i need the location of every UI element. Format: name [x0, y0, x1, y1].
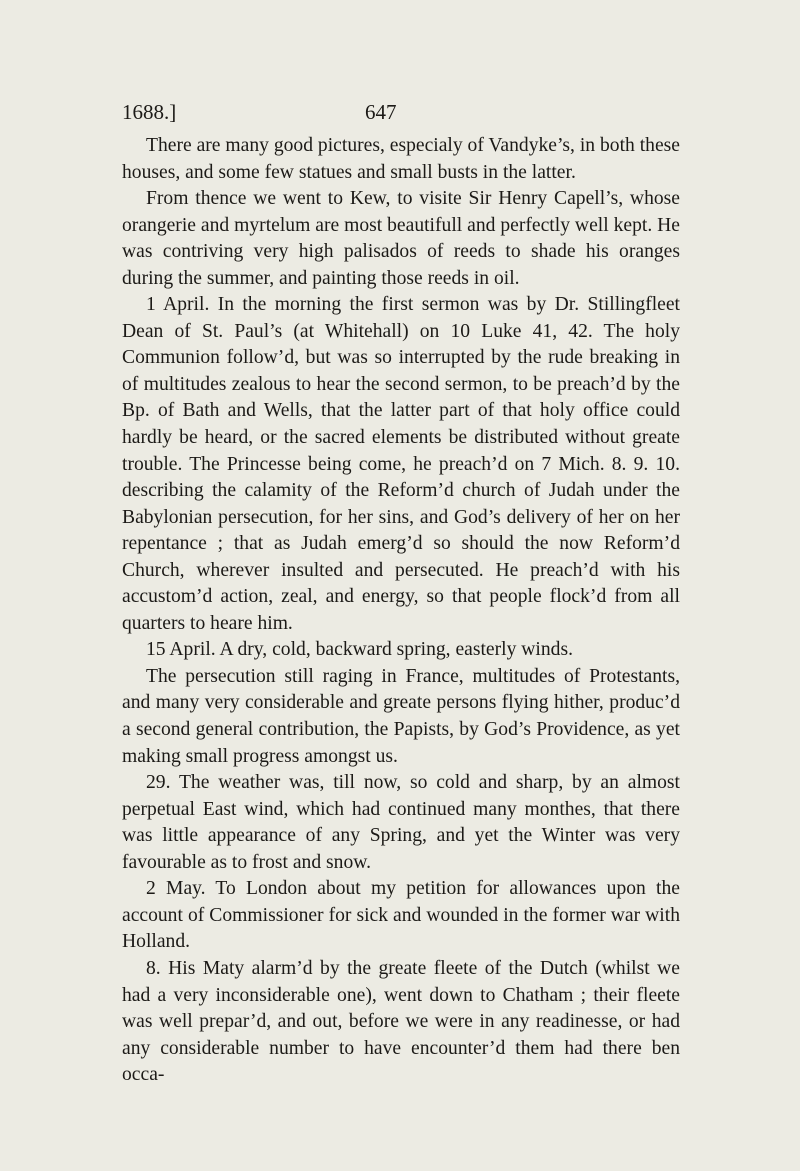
- body-text: [122, 133, 680, 1089]
- paragraph-kew: From thence we went to Kew, to visite Sir Henry Capell’s, whose orangerie and myrtelum are most beautifull and perfectly well kept. He was contriving very high palisados of reeds to shade his oranges during the summer, and painting those reeds in oil.: [122, 188, 680, 289]
- paragraph-15-april: 15 April. A dry, cold, backward spring, easterly winds.: [146, 639, 573, 661]
- page-number: 647: [365, 100, 397, 124]
- paragraph-persecution: The persecution still raging in France, multitudes of Protestants, and many very considerable and greate persons flying hither, produc’d a second general contribution, the Papists, by God’s Providence, as yet making small progress amongst us.: [122, 665, 680, 767]
- paragraph-2-may: 2 May. To London about my petition for allowances upon the account of Commissioner for sick and wounded in the former war with Holland.: [122, 878, 680, 953]
- paragraph-8: 8. His Maty alarm’d by the greate fleete of the Dutch (whilst we had a very inconsiderable one), went down to Chatham ; their fleete was well prepar’d, and out, before we were in any readinesse, or had any considerable number to have encounter’d them had there ben occa-: [122, 957, 680, 1086]
- running-head-year: 1688.]: [122, 100, 177, 124]
- paragraph-pictures: There are many good pictures, especialy of Vandyke’s, in both these houses, and some few statues and small busts in the latter.: [122, 135, 680, 183]
- paragraph-1-april: 1 April. In the morning the first sermon was by Dr. Stillingfleet Dean of St. Paul’s (at Whitehall) on 10 Luke 41, 42. The holy Communion follow’d, but was so interrupted by the rude breaking in of multitudes zealous to hear the second sermon, to be preach’d by the Bp. of Bath and Wells, that the latter part of that holy office could hardly be heard, or the sacred elements be distributed without greate trouble. The Princesse being come, he preach’d on 7 Mich. 8. 9. 10. describing the calamity of the Reform’d church of Judah under the Babylonian persecution, for her sins, and God’s delivery of her on her repentance ; that as Judah emerg’d so should the now Reform’d Church, wherever insulted and persecuted. He preach’d with his accustom’d action, zeal, and energy, so that people flock’d from all quarters to heare him.: [122, 294, 680, 634]
- running-head: [122, 100, 682, 126]
- paragraph-29: 29. The weather was, till now, so cold and sharp, by an almost perpetual East wind, which had continued many monthes, that there was little appearance of any Spring, and yet the Winter was very favourable as to frost and snow.: [122, 772, 680, 873]
